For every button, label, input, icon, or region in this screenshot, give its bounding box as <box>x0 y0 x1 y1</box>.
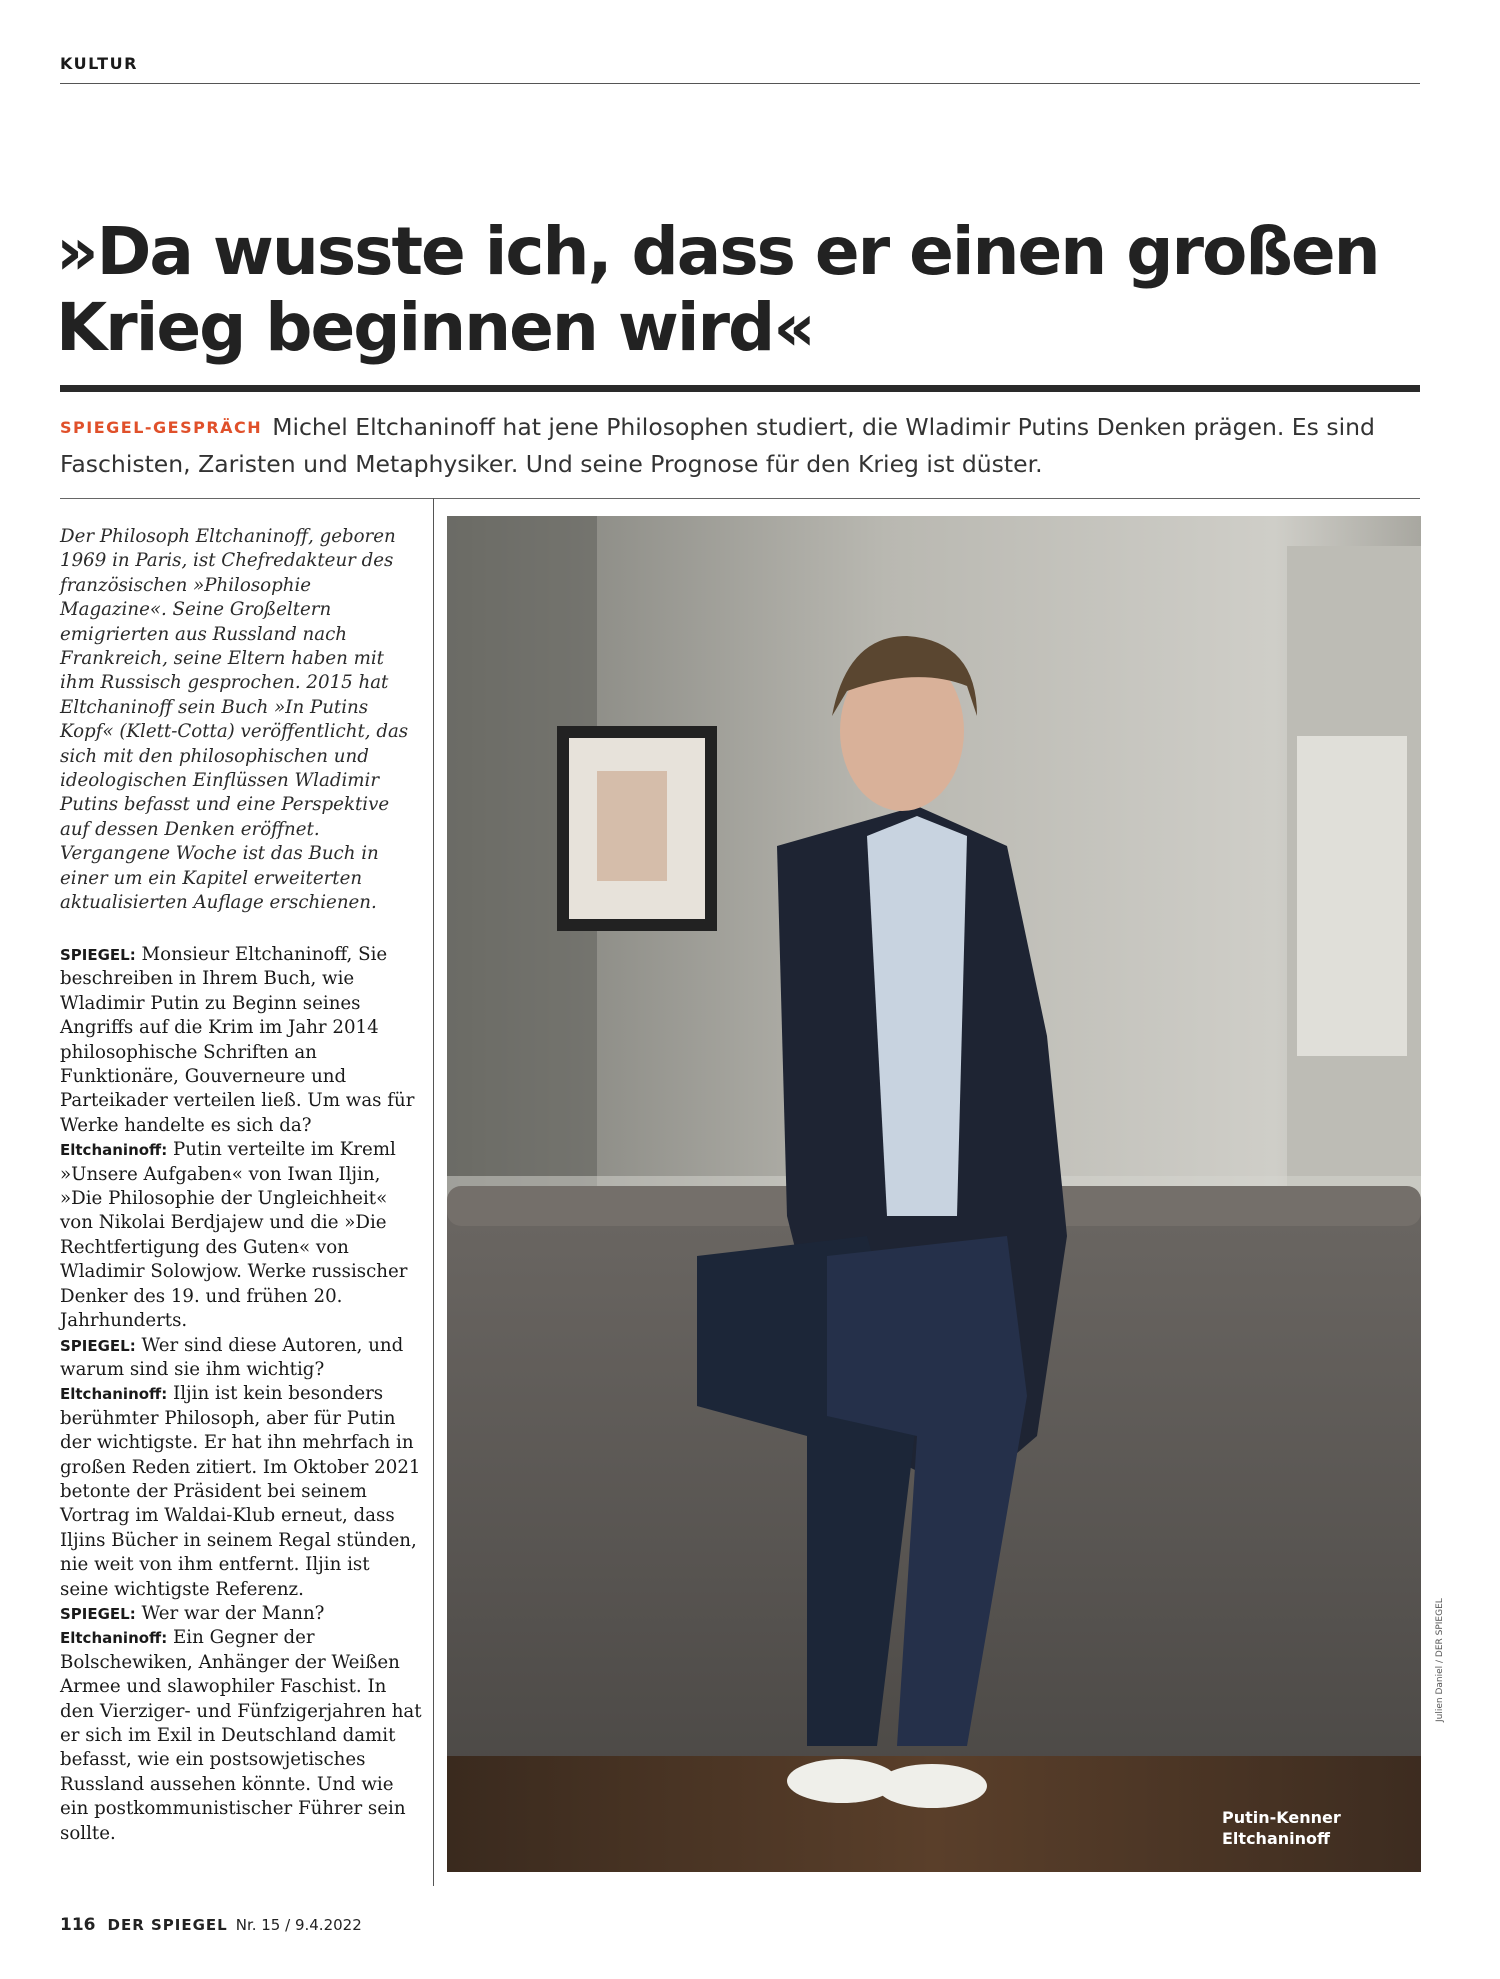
paragraph-text: Ein Gegner der Bolschewiken, Anhänger der Weißen Armee und slawophiler Faschist. In den Vierziger- und Fünfzigerjahren hat er sich im Exil in Deutschland damit befasst, wie ein postsowjetisches Russland aussehen könnte. Und wie ein postkommunistischer Führer sein sollte. <box>60 1627 422 1844</box>
speaker-label: SPIEGEL: <box>60 1604 136 1623</box>
top-rule <box>60 83 1420 84</box>
section-label: KULTUR <box>60 54 138 73</box>
footer <box>60 1915 362 1935</box>
interview-paragraph <box>60 1138 422 1333</box>
headline: »Da wusste ich, dass er einen großen Krieg beginnen wird« <box>56 213 1379 366</box>
caption-line: Eltchaninoff <box>1222 1829 1330 1848</box>
speaker-label: SPIEGEL: <box>60 946 136 964</box>
paragraph-text: Wer sind diese Autoren, und warum sind sie ihm wichtig? <box>60 1334 404 1380</box>
deck-rule <box>60 498 1420 499</box>
paragraph-text: Putin verteilte im Kreml »Unsere Aufgaben« von Iwan Iljin, »Die Philosophie der Ungleichheit« von Nikolai Berdjajew und die »Die Rechtfertigung des Guten« von Wladimir Solowjow. Werke russischer Denker des 19. und frühen 20. Jahrhunderts. <box>60 1139 408 1332</box>
deck-text: Michel Eltchaninoff hat jene Philosophen studiert, die Wladimir Putins Denken prägen. Es sind Faschisten, Zaristen und Metaphysiker. Und seine Prognose für den Krieg ist düster. <box>60 413 1375 478</box>
interview-paragraph <box>60 1334 422 1383</box>
paragraph-text: Wer war der Mann? <box>141 1602 325 1624</box>
interview-paragraph <box>60 943 422 1138</box>
caption-line: Putin-Kenner <box>1222 1808 1341 1827</box>
deck-label: SPIEGEL-GESPRÄCH <box>60 418 263 437</box>
photo-credit: Julien Daniel / DER SPIEGEL <box>1435 1598 1445 1722</box>
portrait-photo <box>447 516 1421 1872</box>
interview-text <box>60 943 422 1846</box>
portrait-illustration <box>447 516 1421 1872</box>
headline-rule <box>60 385 1420 392</box>
intro-text: Der Philosoph Eltchaninoff, geboren 1969 in Paris, ist Chefredakteur des französischen »Philosophie Magazine«. Seine Großeltern emigrierten aus Russland nach Frankreich, seine Eltern haben mit ihm Russisch gesprochen. 2015 hat Eltchaninoff sein Buch »In Putins Kopf« (Klett-Cotta) veröffentlicht, das sich mit den philosophischen und ideologischen Einflüssen Wladimir Putins befasst und eine Perspektive auf dessen Denken eröffnet. Vergangene Woche ist das Buch in einer um ein Kapitel erweiterten aktualisierten Auflage erschienen. <box>60 526 409 914</box>
interview-paragraph <box>60 1382 422 1602</box>
page-number: 116 <box>60 1915 96 1935</box>
speaker-label: Eltchaninoff: <box>60 1385 168 1404</box>
magazine-name: DER SPIEGEL <box>107 1916 228 1934</box>
paragraph-text: Monsieur Eltchaninoff, Sie beschreiben in Ihrem Buch, wie Wladimir Putin zu Beginn seines Angriffs auf die Krim im Jahr 2014 philosophische Schriften an Funktionäre, Gouverneure und Parteikader verteilen ließ. Um was für Werke handelte es sich da? <box>60 944 415 1136</box>
photo-caption <box>1222 1807 1402 1849</box>
interview-paragraph <box>60 1602 422 1626</box>
issue-info: Nr. 15 / 9.4.2022 <box>235 1916 362 1934</box>
paragraph-text: Iljin ist kein besonders berühmter Philosoph, aber für Putin der wichtigste. Er hat ihn mehrfach in großen Reden zitiert. Im Oktober 2021 betonte der Präsident bei seinem Vortrag im Waldai-Klub erneut, dass Iljins Bücher in seinem Regal stünden, nie weit von ihm entfernt. Iljin ist seine wichtigste Referenz. <box>60 1383 421 1600</box>
speaker-label: Eltchaninoff: <box>60 1629 168 1648</box>
column-divider <box>433 498 434 1886</box>
speaker-label: Eltchaninoff: <box>60 1141 168 1160</box>
deck <box>60 410 1420 482</box>
speaker-label: SPIEGEL: <box>60 1336 136 1355</box>
interview-paragraph <box>60 1626 422 1846</box>
